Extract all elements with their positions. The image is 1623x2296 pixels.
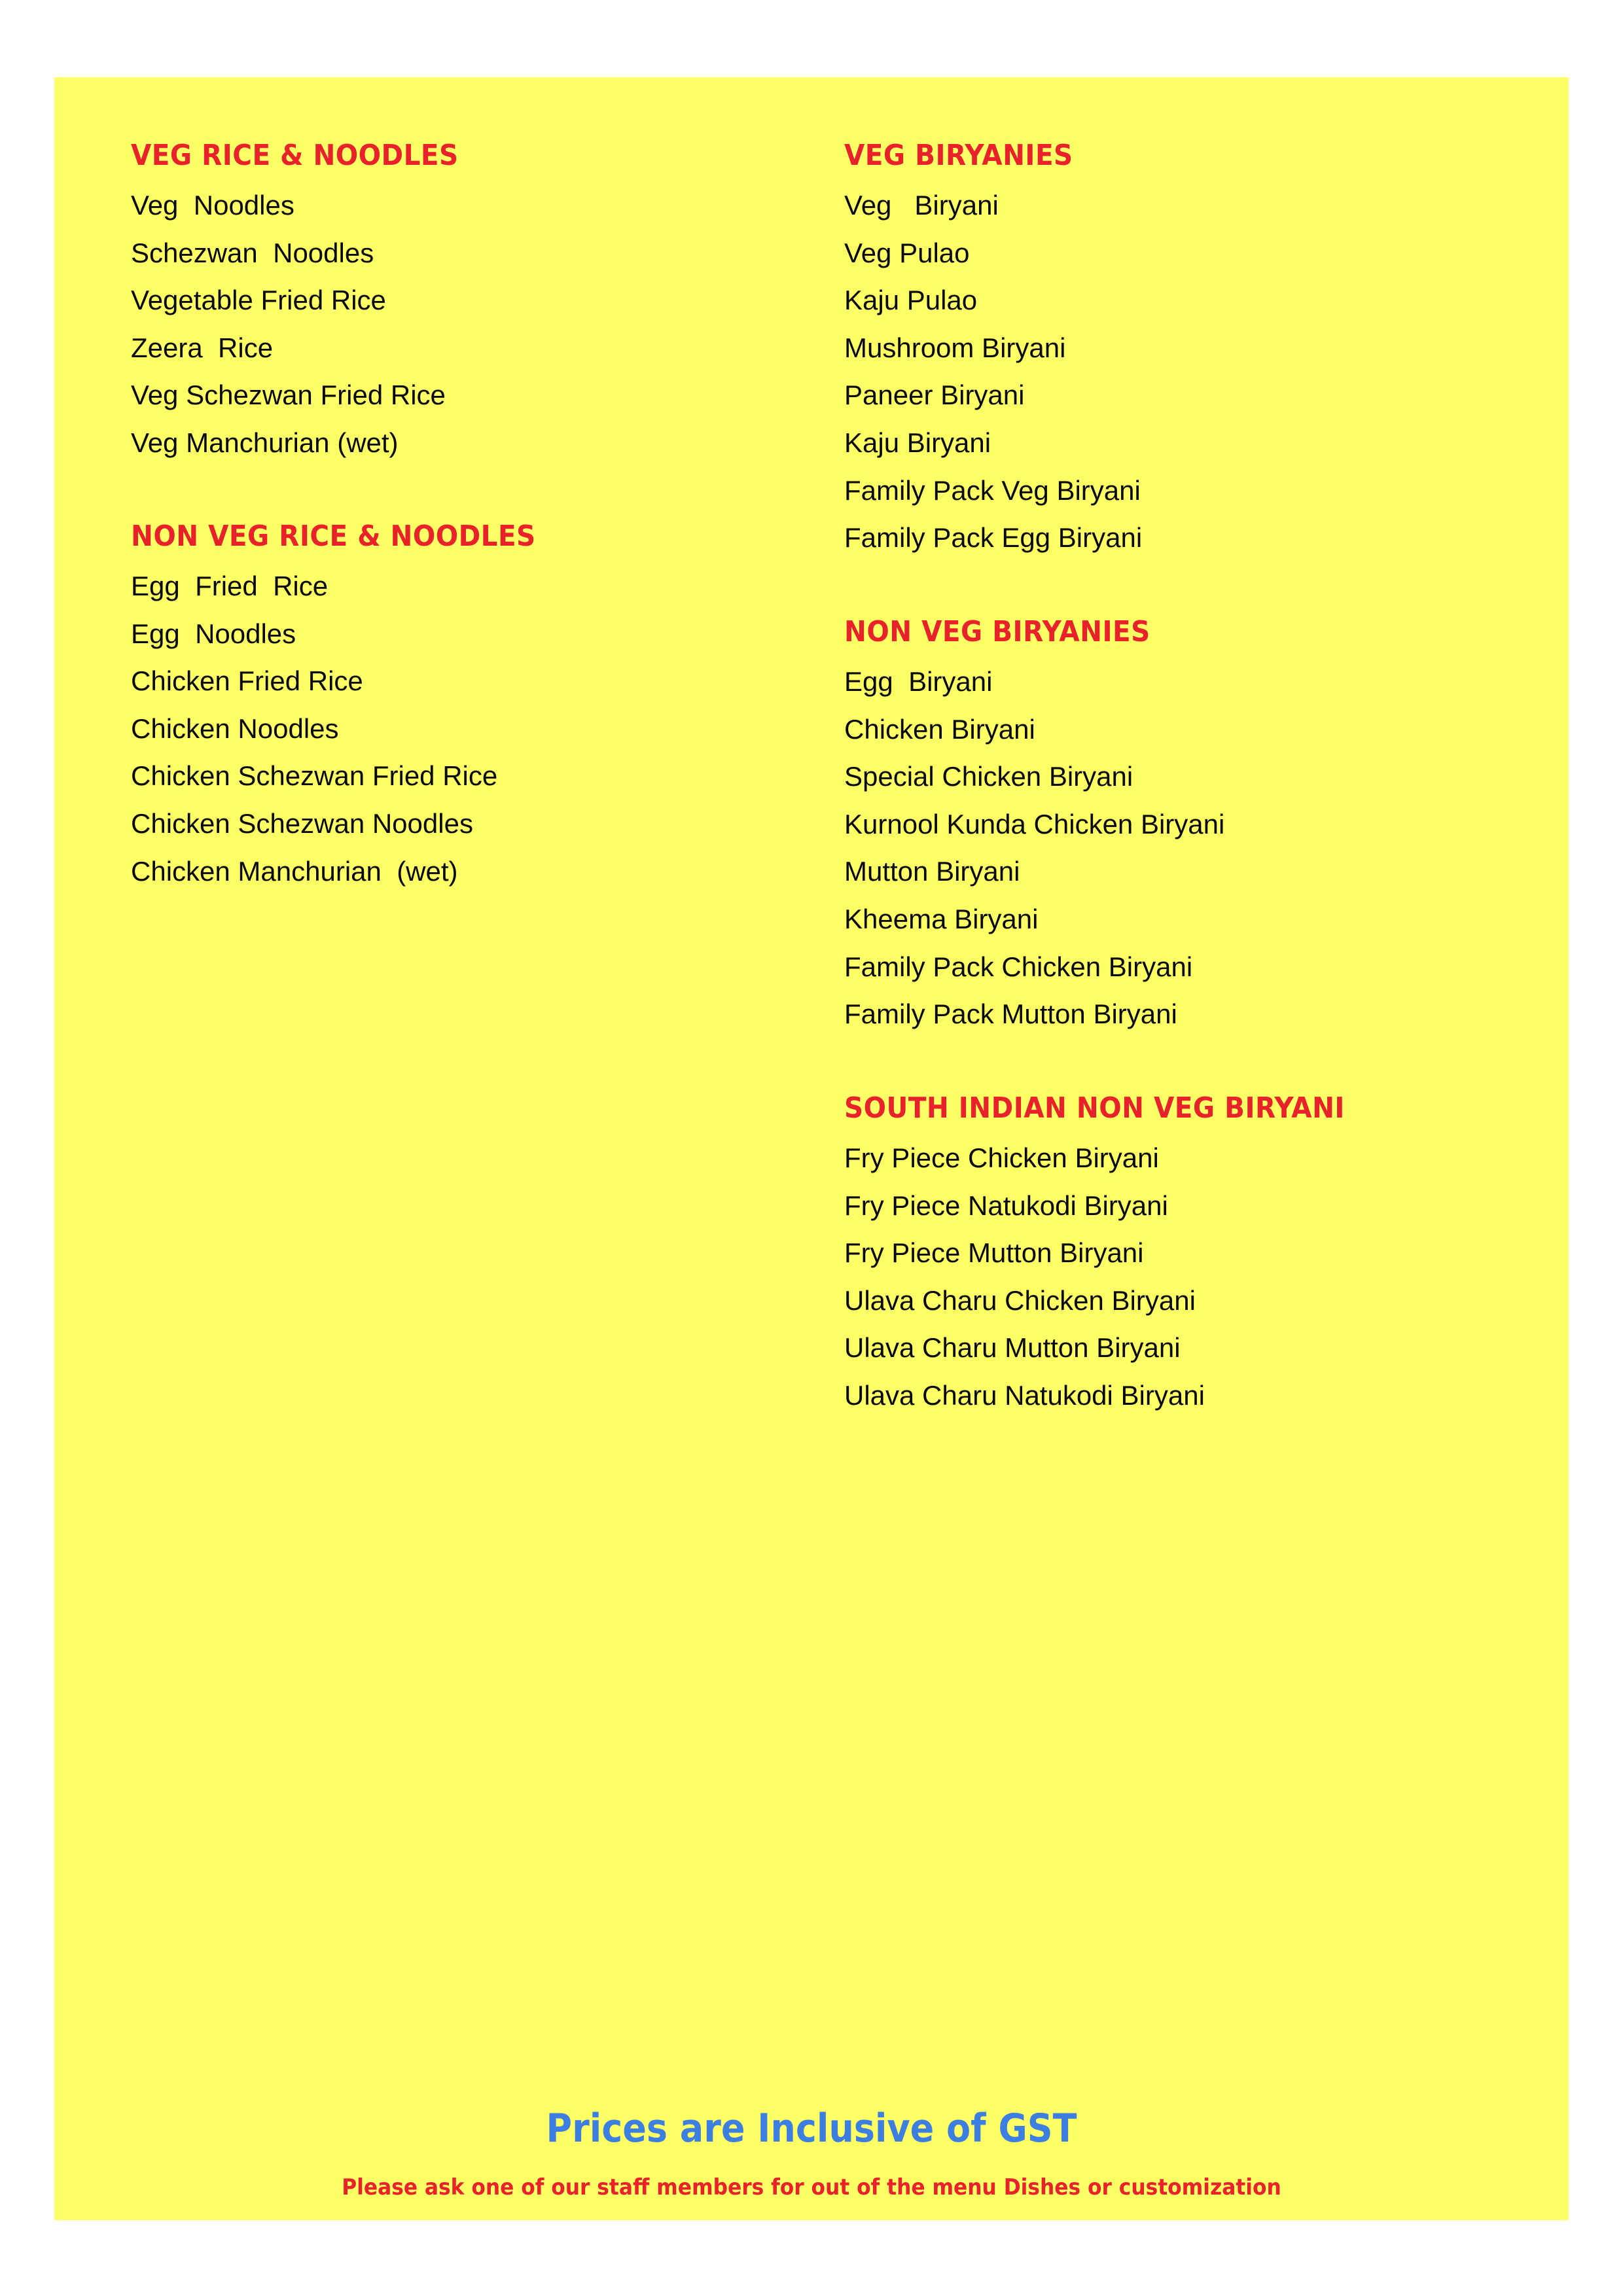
- menu-item: Kaju Pulao: [844, 285, 978, 316]
- menu-item: Mutton Biryani: [844, 856, 1020, 887]
- menu-item: Chicken Manchurian (wet): [131, 855, 458, 887]
- menu-item: Veg Schezwan Fried Rice: [131, 380, 446, 411]
- section-heading: NON VEG BIRYANIES: [844, 615, 1150, 648]
- section-veg-biryanies: [844, 130, 1142, 562]
- section-heading: VEG RICE & NOODLES: [131, 139, 459, 172]
- menu-item: Chicken Schezwan Noodles: [131, 807, 473, 839]
- menu-item: Kaju Biryani: [844, 427, 991, 458]
- menu-item-list: [131, 563, 571, 895]
- menu-item: Veg Manchurian (wet): [131, 427, 399, 458]
- menu-item: Family Pack Chicken Biryani: [844, 951, 1193, 982]
- menu-item: Veg Noodles: [131, 190, 294, 221]
- menu-item: Ulava Charu Natukodi Biryani: [844, 1379, 1205, 1411]
- menu-item: Chicken Fried Rice: [131, 665, 363, 697]
- section-heading: NON VEG RICE & NOODLES: [131, 520, 536, 553]
- menu-item: Chicken Biryani: [844, 713, 1035, 745]
- menu-item: Vegetable Fried Rice: [131, 285, 386, 316]
- menu-item: Family Pack Egg Biryani: [844, 522, 1143, 554]
- section-non-veg-rice-noodles: [131, 510, 571, 895]
- section-non-veg-biryanies: [844, 606, 1224, 1038]
- gst-notice: Prices are Inclusive of GST: [546, 2106, 1077, 2151]
- menu-item: Kheema Biryani: [844, 903, 1039, 934]
- menu-item: Egg Fried Rice: [131, 571, 329, 601]
- section-veg-rice-noodles: [131, 130, 487, 467]
- menu-item: Fry Piece Natukodi Biryani: [844, 1190, 1168, 1221]
- menu-item: Family Pack Veg Biryani: [844, 474, 1141, 506]
- menu-item: Fry Piece Chicken Biryani: [844, 1142, 1159, 1173]
- section-heading: VEG BIRYANIES: [844, 139, 1073, 172]
- section-heading: SOUTH INDIAN NON VEG BIRYANI: [844, 1091, 1345, 1125]
- menu-item: Egg Noodles: [131, 618, 296, 649]
- menu-item-list: [844, 1135, 1388, 1420]
- menu-item: Egg Biryani: [844, 666, 993, 697]
- menu-item: Veg Biryani: [844, 190, 999, 221]
- menu-item: Veg Pulao: [844, 237, 970, 268]
- menu-item-list: [844, 658, 1224, 1038]
- menu-item: Ulava Charu Chicken Biryani: [844, 1284, 1196, 1316]
- section-south-indian-non-veg-biryani: [844, 1082, 1388, 1420]
- menu-item: Fry Piece Mutton Biryani: [844, 1237, 1144, 1269]
- menu-item: Family Pack Mutton Biryani: [844, 998, 1177, 1030]
- menu-item: Paneer Biryani: [844, 380, 1025, 411]
- menu-item: Special Chicken Biryani: [844, 761, 1133, 792]
- menu-item: Ulava Charu Mutton Biryani: [844, 1332, 1181, 1364]
- menu-page: [54, 77, 1569, 2220]
- menu-item: Chicken Schezwan Fried Rice: [131, 760, 498, 792]
- menu-item: Chicken Noodles: [131, 713, 339, 744]
- menu-item-list: [844, 182, 1142, 562]
- menu-item: Mushroom Biryani: [844, 332, 1066, 363]
- menu-item: Kurnool Kunda Chicken Biryani: [844, 808, 1225, 839]
- menu-item: Zeera Rice: [131, 332, 274, 363]
- menu-item: Schezwan Noodles: [131, 237, 374, 268]
- customization-note: Please ask one of our staff members for out of the menu Dishes or customization: [342, 2174, 1281, 2200]
- menu-item-list: [131, 182, 487, 467]
